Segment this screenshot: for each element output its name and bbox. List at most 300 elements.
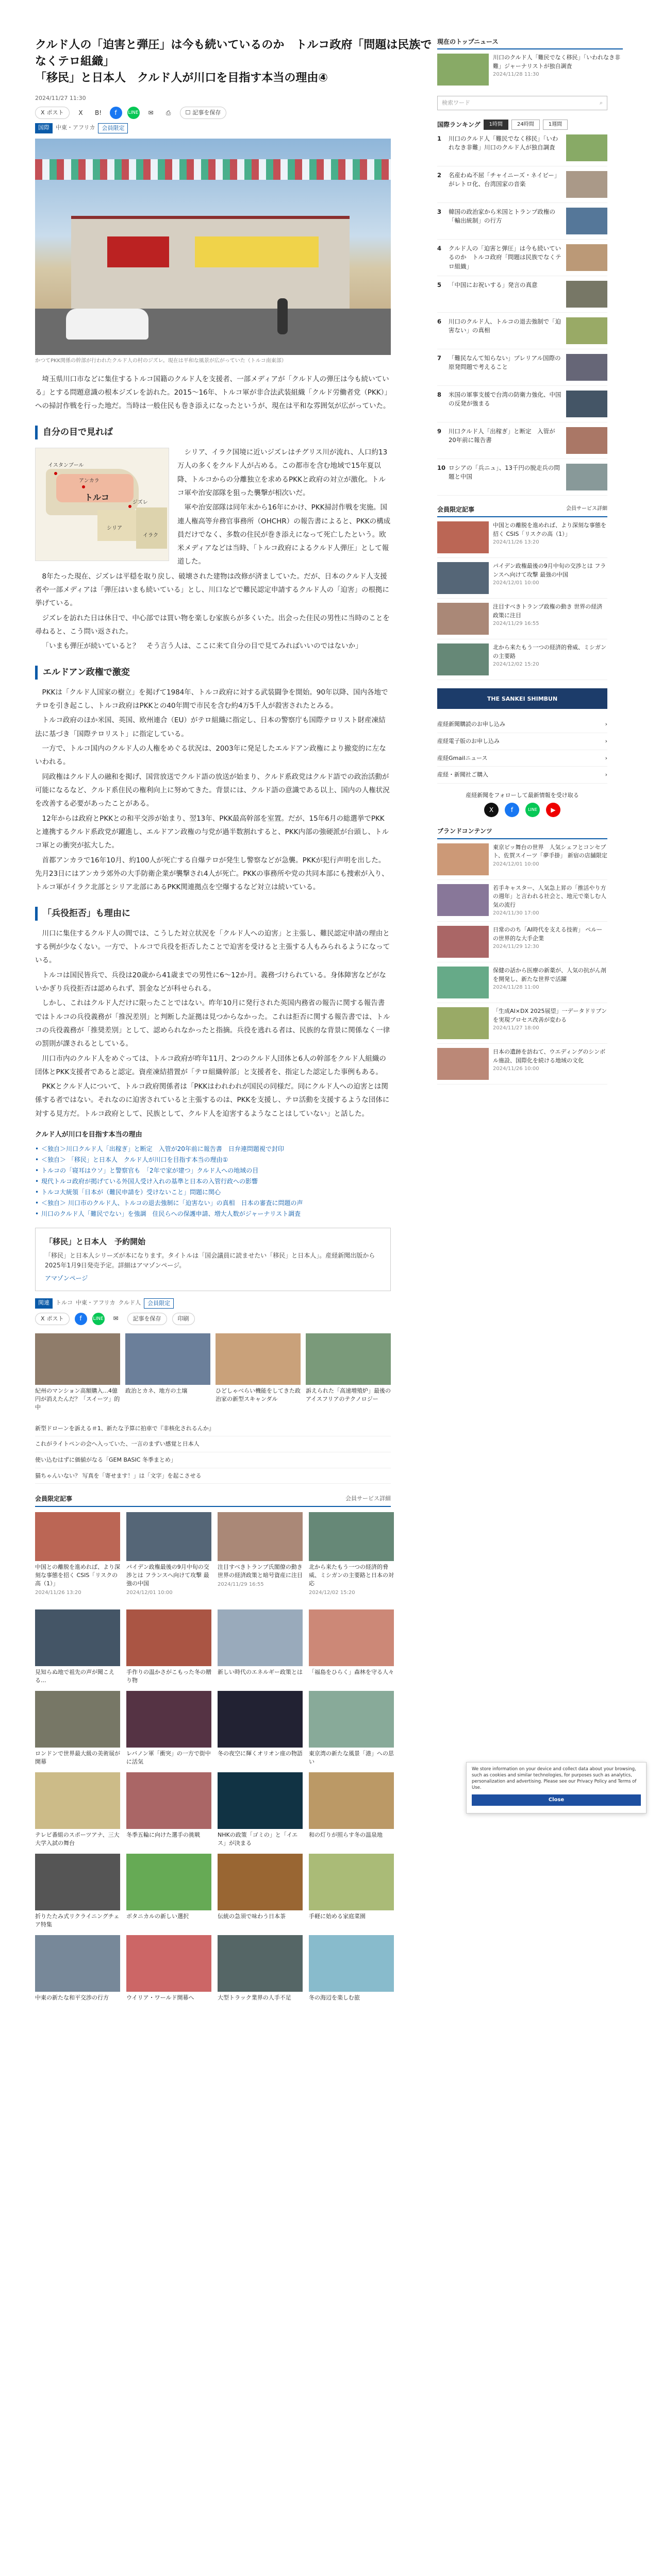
rank-title: 川口クルド人「出稼ぎ」と断定 入管が20年前に報告書: [449, 428, 555, 444]
card-title: 冬季五輪に向けた選手の挑戦: [126, 1832, 200, 1838]
related-thumb: [306, 1333, 391, 1385]
top-news-date: 2024/11/28 11:30: [493, 72, 539, 78]
rank-thumb: [566, 208, 607, 234]
series-link-list: [35, 1130, 391, 1219]
map-city-marker: [128, 505, 131, 508]
intro-paragraph: 埼玉県川口市などに集住するトルコ国籍のクルド人を支援者、一部メディアが「クルド人の弾圧は今も続いている」とする問題意識の根本ジズレを訪れた。2015〜16年、トルコ軍が非合法武装組織「クルド労働者党（PKK）」への掃討作戦を行った地だ。当時は一般住民も巻き添えになったというが、現在は平和な雰囲気が広がっていた。: [35, 375, 390, 411]
subscription-link[interactable]: [437, 716, 607, 733]
rank-thumb: [566, 134, 607, 161]
sidebar: [437, 37, 623, 1084]
ranking-list: [437, 130, 623, 496]
subscription-link[interactable]: [437, 750, 607, 767]
rank-title: 川口のクルド人、トルコの退去強制で「迫害ない」の真相: [449, 318, 561, 334]
top-news-headline: 川口のクルド人「難民でなく移民」「いわれなき非難」ジャーナリストが独自調査: [493, 54, 621, 70]
card-thumb: [35, 1935, 120, 1992]
card-title: 和の灯りが照らす冬の温泉地: [309, 1832, 383, 1838]
card-thumb: [35, 1691, 120, 1748]
top-news-thumb: [437, 54, 489, 86]
rank-thumb: [566, 171, 607, 198]
brand-content-section: [437, 826, 607, 1084]
recommend-card[interactable]: [35, 1609, 120, 1685]
title-line-1: クルド人の「迫害と弾圧」は今も続いているのか トルコ政府「問題は民族でなくテロ組織」: [35, 39, 432, 68]
print-label: 印刷: [177, 1315, 189, 1323]
related-card[interactable]: [125, 1333, 210, 1412]
card-title: ロンドンで世界最大級の美術展が開幕: [35, 1750, 120, 1766]
member-head-title: 会員限定記事: [35, 1495, 73, 1503]
publish-date: 2024/11/27 11:30: [35, 94, 86, 101]
bottom-tag[interactable]: クルド人: [118, 1299, 141, 1307]
x-share-icon[interactable]: X: [78, 109, 83, 116]
ranking-item[interactable]: [437, 130, 607, 166]
brand-thumb: [437, 1007, 489, 1039]
save-label: 記事を保存: [133, 1315, 161, 1323]
ranking-item[interactable]: [437, 349, 607, 386]
rank-title: ロシアの「兵ニュ」、13千円の脱走兵の問題と中国: [449, 464, 560, 481]
brand-title: 東京ビッ舞台の世界 人気シェフとコンセプト、佐賀スイーツ「夢手掛」 新宿の店舗限定: [493, 843, 607, 859]
section-1-body: [35, 446, 391, 653]
hero-image: [35, 139, 391, 355]
facebook-icon[interactable]: f: [75, 1313, 87, 1325]
member-card[interactable]: [218, 1512, 303, 1597]
ranking-tab-24h[interactable]: 24時間: [511, 120, 540, 130]
cookie-notice: [466, 1762, 647, 1814]
link-label: 産経新聞購読のお申し込み: [437, 721, 505, 728]
brand-item[interactable]: [437, 839, 607, 880]
card-title: 冬の海辺を楽しむ旅: [309, 1994, 360, 2001]
bottom-tag[interactable]: 関連: [35, 1298, 53, 1309]
sidebar-member-title: 会員限定記事: [437, 506, 475, 514]
member-card[interactable]: [309, 1512, 394, 1597]
member-card[interactable]: [126, 1512, 211, 1597]
recommend-card[interactable]: [309, 1935, 394, 2002]
rank-title: クルド人の「迫害と弾圧」は今も続いているのか トルコ政府「問題は民族でなくテロ組織」: [449, 245, 561, 270]
rank-thumb: [566, 317, 607, 344]
sidebar-member-header: [437, 505, 607, 517]
main-column: [35, 37, 437, 2002]
section-2-body: [35, 686, 391, 894]
region-map: [35, 448, 169, 561]
card-title: 大型トラック業界の人手不足: [218, 1994, 291, 2001]
paragraph: シリア、イラク国境に近いジズレはチグリス川が流れ、人口約13万人の多くをクルド人が占める。この都市を含む地域で15年夏以降、トルコからの分離独立を求めるPKKと政府の対立が激化。トルコ軍や治安部隊を狙った襲撃が相次いだ。: [177, 448, 388, 497]
subscription-links: [437, 716, 607, 783]
rank-thumb: [566, 427, 607, 454]
tag-members-only: 会員限定: [98, 123, 128, 133]
map-label-syria: シリア: [107, 525, 122, 531]
bottom-post-button[interactable]: [35, 1313, 70, 1325]
card-title: レバノン軍「衝突」の一方で街中に活気: [126, 1750, 211, 1766]
chevron-right-icon: ›: [605, 754, 607, 761]
sidebar-item-title: 注目すべきトランプ政権の動き 世界の経済政策に注目: [493, 603, 603, 619]
rank-thumb: [566, 244, 607, 271]
recommend-grid: [35, 1609, 394, 2002]
sidebar-item-date: 2024/12/01 10:00: [493, 580, 539, 586]
sidebar-item-title: 中国との離脱を進めれば、より深刻な事態を招く CSIS「リスクの高（1）」: [493, 522, 606, 537]
series-link[interactable]: • トルコ大統領「日本が（難民申請を）受けないこと」問題に関心: [35, 1187, 391, 1198]
bottom-tags: [35, 1298, 437, 1309]
recommend-card[interactable]: [309, 1609, 394, 1685]
section-heading-2: エルドアン政権で激変: [35, 666, 391, 680]
brand-title: 「生成AI×DX 2025展望」一データドリブンを実現プロセス改善が変わる: [493, 1008, 607, 1023]
mail-icon[interactable]: ✉: [113, 1315, 119, 1323]
related-title: 政治とカネ、地方の土壌: [125, 1387, 188, 1395]
brand-title: 日常ののち「AI時代を支える技術」 ペルーの世界的な大手企業: [493, 926, 603, 942]
ranking-item[interactable]: [437, 166, 607, 203]
paragraph: 川口市内のクルド人をめぐっては、トルコ政府が昨年11月、2つのクルド人団体と6人の幹部をクルド人組織の団体とPKK支援者であると認定。資産凍結措置が「テロ組織幹部」と支援者を、指定した認定した事例もある。: [35, 1054, 386, 1076]
bottom-tag[interactable]: 中東・アフリカ: [76, 1299, 115, 1307]
store-sign-yellow: [195, 236, 319, 267]
subscription-link[interactable]: [437, 767, 607, 784]
rank-title: 川口のクルド人「難民でなく移民」「いわれなき非難」川口のクルド人が独自調査: [449, 135, 558, 151]
map-label-ankara: アンカラ: [79, 478, 100, 484]
rank-title: 名産わぬ不屈「チャイニーズ・ネイビー」がレトロ化、台湾国家の音楽: [449, 172, 560, 188]
bottom-share-bar: [35, 1313, 437, 1325]
paragraph: トルコ政府のほか米国、英国、欧州連合（EU）がテロ組織に指定し、日本の警察庁も国際テロリスト財産凍結法に基づき「国際テロリスト」に指定している。: [35, 716, 386, 738]
bottom-print-button[interactable]: [172, 1313, 195, 1325]
brand-title: 日本の遺跡を訪ねて、ウエディングのシンボル施設、国際化を続ける地域の文化: [493, 1048, 606, 1064]
brand-thumb: [437, 926, 489, 958]
card-date: 2024/11/26 13:20: [35, 1590, 81, 1596]
card-date: 2024/12/02 15:20: [309, 1590, 355, 1596]
sidebar-thumb: [437, 603, 489, 635]
youtube-icon[interactable]: ▶: [546, 803, 560, 817]
sidebar-member-item[interactable]: [437, 639, 607, 680]
chevron-right-icon: ›: [605, 721, 607, 728]
text-link[interactable]: 新型ドローンを訴える＃1、新たな予算に拍車で『非核化されるんか』: [35, 1421, 391, 1437]
sidebar-member-item[interactable]: [437, 558, 607, 599]
amazon-link[interactable]: アマゾンページ: [45, 1275, 88, 1282]
article-title: [35, 37, 437, 87]
recommend-card[interactable]: [35, 1854, 120, 1929]
rank-title: 「難民なんて知らない」プレリアル国際の原発問題で考えること: [449, 354, 561, 371]
related-thumb: [35, 1333, 120, 1385]
series-link[interactable]: • ＜独自＞川口クルド人「出稼ぎ」と断定 入管が20年前に報告書 日弁連問題視で封印: [35, 1144, 391, 1155]
sidebar-member-item[interactable]: [437, 517, 607, 558]
rank-thumb: [566, 354, 607, 381]
line-icon[interactable]: LINE: [127, 107, 140, 119]
rank-title: 「中国にお祝いする」発言の真意: [449, 281, 538, 289]
related-title: ひどしゃべらい機能をしてきた政治家の新型スキャンダル: [216, 1387, 301, 1402]
sidebar-thumb: [437, 521, 489, 553]
card-thumb: [218, 1935, 303, 1992]
rank-thumb: [566, 391, 607, 417]
recommend-card[interactable]: [218, 1609, 303, 1685]
top-news-item[interactable]: [437, 54, 623, 86]
rank-number: 7: [437, 354, 442, 362]
paragraph: 首都アンカラで16年10月、約100人が死亡する自爆テロが発生し警察などが急襲。PKKが犯行声明を出した。先月23日にはアンカラ郊外の大手防衛企業が襲撃され4人が死亡。PKKの事務所や党の共同本部にも捜索が入り、トルコ軍がイラク北部とシリア北部にあるPKK関連拠点を空爆するなど対立は続いている。: [35, 856, 389, 892]
card-thumb: [35, 1609, 120, 1666]
hero-caption: かつてPKK関係の幹部が行われたクルド人の村のジズレ。現在は平和な風景が広がっていた（トルコ南東部）: [35, 358, 287, 364]
bookmark-icon: ☐: [185, 109, 191, 116]
card-thumb: [218, 1609, 303, 1666]
book-promo-title: 「移民」と日本人 予約開始: [45, 1236, 146, 1246]
related-card[interactable]: [216, 1333, 301, 1412]
chevron-right-icon: ›: [605, 771, 607, 778]
save-article-button[interactable]: [180, 107, 227, 119]
brand-date: 2024/11/29 12:30: [493, 944, 539, 950]
cookie-text: We store information on your device and collect data about your browsing, such as cookies and similar technologies, for purposes such as analytics, personalization and advertising. Please see our Privacy Policy and Terms of Use.: [472, 1767, 637, 1790]
paragraph: 「いまも弾圧が続いていると？ そう言う人は、ここに来て自分の目で見てみればいいのではないか」: [42, 642, 362, 651]
paragraph: 一方で、トルコ国内のクルド人の人権をめぐる状況は、2003年に発足したエルドアン政権により撤変的に左ないわれる。: [35, 744, 386, 767]
x-icon[interactable]: X: [484, 803, 499, 817]
rank-number: 8: [437, 391, 442, 399]
brand-thumb: [437, 843, 489, 875]
article-tags: [35, 123, 437, 133]
post-button[interactable]: [35, 107, 70, 119]
brand-date: 2024/11/27 18:00: [493, 1025, 539, 1031]
sidebar-member-item[interactable]: [437, 599, 607, 639]
bottom-save-button[interactable]: [127, 1313, 167, 1325]
share-bar: [35, 107, 437, 119]
brand-content-title: ブランドコンテンツ: [437, 826, 607, 839]
rank-title: 韓国の政治家から米国とトランプ政権の「輸出統制」の行方: [449, 208, 555, 225]
social-icons: [437, 803, 607, 817]
rank-thumb: [566, 281, 607, 308]
card-thumb: [126, 1609, 211, 1666]
brand-thumb: [437, 1048, 489, 1080]
ranking-item[interactable]: [437, 386, 607, 422]
related-thumb: [125, 1333, 210, 1385]
recommend-card[interactable]: [126, 1691, 211, 1766]
rank-number: 6: [437, 318, 442, 326]
card-thumb: [309, 1691, 394, 1748]
rank-number: 1: [437, 135, 442, 143]
chevron-right-icon: ›: [605, 737, 607, 744]
recommend-card[interactable]: [126, 1772, 211, 1848]
car: [66, 309, 148, 340]
card-title: NHKの政策「ゴミの」と「イエス」が決まる: [218, 1832, 298, 1846]
card-thumb: [35, 1854, 120, 1910]
related-card[interactable]: [35, 1333, 120, 1412]
recommend-card[interactable]: [35, 1691, 120, 1766]
recommend-card[interactable]: [218, 1854, 303, 1929]
member-articles-grid: [35, 1512, 394, 1597]
recommend-card[interactable]: [126, 1609, 211, 1685]
hatena-bookmark-icon[interactable]: B!: [95, 109, 102, 116]
map-label-turkey: トルコ: [85, 492, 110, 502]
section-heading-1: 自分の目で見れば: [35, 426, 391, 439]
recommend-card[interactable]: [309, 1772, 394, 1848]
card-thumb: [35, 1512, 120, 1561]
card-thumb: [35, 1772, 120, 1829]
card-thumb: [218, 1772, 303, 1829]
store-sign-red: [107, 236, 169, 267]
tag-middle-east[interactable]: 中東・アフリカ: [56, 124, 95, 131]
series-list-title: クルド人が川口を目指す本当の理由: [35, 1131, 142, 1139]
related-title: 訴えられた「高速増殖炉」最後のアイスフリアのテクノロジー: [306, 1387, 391, 1402]
sidebar-item-date: 2024/12/02 15:20: [493, 662, 539, 668]
section-heading-3: 「兵役拒否」も理由に: [35, 907, 391, 921]
recommend-card[interactable]: [126, 1935, 211, 2002]
card-title: 新しい時代のエネルギー政策とは: [218, 1669, 303, 1676]
print-icon[interactable]: ⎙: [166, 109, 171, 116]
pedestrian: [277, 298, 288, 334]
card-title: 中国との離脱を進めれば、より深刻な事態を招く CSIS「リスクの高（1）」: [35, 1564, 120, 1587]
text-link[interactable]: これがライトペンの会へ入っていた、一言のまずい感覚と日本人: [35, 1436, 391, 1452]
card-thumb: [126, 1935, 211, 1992]
bottom-tag: 会員限定: [144, 1298, 174, 1309]
card-title: ボタニカルの新しい選択: [126, 1912, 189, 1920]
sidebar-item-date: 2024/11/29 16:55: [493, 621, 539, 627]
link-label: 産経・新聞社ご購入: [437, 771, 488, 778]
card-thumb: [218, 1854, 303, 1910]
paragraph: 同政権はクルド人の融和を掲げ、国営放送でクルド語の放送が始まり、クルド系政党はクルド語での政治活動が可能になるなど、クルド系住民の権利向上に努めてきた。背景には、クルド語の意識である以上、国内の人権状況を改善する必要があったことがある。: [35, 772, 390, 808]
top-news-title: 現在のトップニュース: [437, 37, 623, 49]
subscription-link[interactable]: [437, 733, 607, 750]
brand-item[interactable]: [437, 1044, 607, 1084]
rank-number: 2: [437, 172, 442, 179]
member-card[interactable]: [35, 1512, 120, 1597]
text-link[interactable]: 猫ちゃんいない？ 写真を「寄せます！」は「文字」を起こさせる: [35, 1468, 391, 1484]
card-title: 冬の夜空に輝くオリオン座の物語: [218, 1750, 303, 1757]
brand-item[interactable]: [437, 880, 607, 922]
card-title: 見知らぬ地で祖先の声が聞こえる...: [35, 1669, 114, 1684]
series-link[interactable]: • トルコの「寝耳はウソ」と警察官も 「2年で家が建つ」クルド人への地域の目: [35, 1165, 391, 1176]
post-label: ポスト: [46, 109, 64, 116]
card-thumb: [309, 1935, 394, 1992]
recommend-card[interactable]: [309, 1854, 394, 1929]
paragraph: 川口に集住するクルド人の間では、こうした対立状況を「クルド人への迫害」と主張し、難民認定申請の理由とする例が少なくない。一方で、トルコで兵役を拒否したことで迫害を受けると主張する人もみられるようになっている。: [35, 929, 390, 965]
article-body: [35, 372, 391, 413]
ranking-title: 国際ランキング: [437, 121, 481, 128]
rank-number: 10: [437, 464, 446, 472]
brand-title: 保健の話から医療の新薬が、人気の抗がん剤を開発し、新たな世界で活躍: [493, 967, 606, 982]
text-link-list: [35, 1421, 391, 1484]
cookie-close-button[interactable]: Close: [472, 1794, 641, 1806]
section-3-body: [35, 927, 391, 1121]
follow-section: [437, 791, 607, 818]
series-link[interactable]: • ＜独自＞ 川口市のクルド人、トルコの退去強制に「迫害ない」の真相 日本の審査に問題の声: [35, 1198, 391, 1209]
sidebar-item-date: 2024/11/26 13:20: [493, 539, 539, 546]
map-iraq: [136, 507, 167, 549]
text-link[interactable]: 使い込むはずに価値がなる「GEM BASIC 冬季まとめ」: [35, 1452, 391, 1468]
facebook-icon[interactable]: f: [110, 107, 122, 119]
paragraph: 12年からは政府とPKKとの和平交渉が始まり、翌13年、PKK最高幹部を室置。だが、15年6月の総選挙でPKKと連携するクルド系政党が躍進し、エルドアン政権の与党が過半数割れすると、PKK内部の強硬派が台頭し、トルコ軍との衝突が拡大した。: [35, 814, 389, 850]
paragraph: しかし、これはクルド人だけに限ったことではない。昨年10月に発行された英国内務省の報告に関する報告書ではトルコの兵役義務が「推況差別」と判断した証拠は見つからなかった。これは拒否に関する報告書では、トルコの兵役義務が「推奨差別」として、認められなかったと指摘。兵役を逃れる者は、民族的な背景に関係なく一律の罰則が課されるとしている。: [35, 999, 390, 1048]
line-icon[interactable]: LINE: [92, 1313, 105, 1325]
card-title: 折りたたみ式リクライニングチェア特集: [35, 1912, 120, 1928]
x-icon: X: [41, 1315, 45, 1323]
brand-thumb: [437, 884, 489, 916]
card-date: 2024/12/01 10:00: [126, 1590, 173, 1596]
related-title: 紀州のマンション高額購入...4億円が消えたんだ？「スイーツ」的中: [35, 1387, 120, 1411]
ranking-item[interactable]: [437, 276, 607, 313]
brand-item[interactable]: [437, 922, 607, 962]
paragraph: 8年たった現在、ジズレは平穏を取り戻し、破壊された建物は改修が済ましていた。だが、日本のクルド人支援者や一部メディアは「弾圧はいまも続いている」とし、川口などで難民認定申請するクルド人の「迫害」の根拠に挙げている。: [35, 572, 390, 608]
card-title: 中東の新たな和平交渉の行方: [35, 1994, 109, 2001]
brand-date: 2024/11/30 17:00: [493, 910, 539, 917]
ranking-tab-1w[interactable]: 1週間: [543, 120, 568, 130]
recommend-card[interactable]: [218, 1935, 303, 2002]
card-thumb: [126, 1854, 211, 1910]
ranking-item[interactable]: [437, 203, 607, 240]
rank-number: 9: [437, 428, 442, 435]
search-icon[interactable]: ⌕: [599, 99, 603, 107]
post-label: ポスト: [46, 1315, 64, 1323]
card-title: 「福島をひらく」森林を守る人々: [309, 1669, 394, 1676]
sidebar-item-title: 北から来たもう一つの経済的脅威、ミシガンの主要路: [493, 644, 606, 659]
x-icon: X: [41, 109, 45, 116]
book-promo-text: 「移民」と日本人シリーズが本になります。タイトルは「国会議員に読ませたい「移民」と日本人」。産経新聞出版から2025年1月9日発売予定。詳細はアマゾンページ。: [45, 1251, 375, 1269]
card-title: 手軽に始める家庭菜園: [309, 1912, 366, 1920]
ranking-item[interactable]: [437, 422, 607, 459]
rank-number: 5: [437, 281, 442, 289]
sidebar-item-title: パイデン政権最後の9月中旬の交渉とは フランスへ向けて攻撃 最強の中国: [493, 563, 606, 578]
paragraph: PKKは「クルド人国家の樹立」を掲げて1984年、トルコ政府に対する武装闘争を開始。90年以降、国内各地でテロを引き起こし、トルコ政府はPKKとの40年間で市民を含む約4万5千人が殺害されたとみる。: [35, 688, 388, 710]
brand-title: 若手キャスター、人気急上昇の「推活やり方の週年」と言われる社会と、地元で楽しむ人気の流行: [493, 884, 606, 908]
card-thumb: [218, 1691, 303, 1748]
facebook-icon[interactable]: f: [505, 803, 519, 817]
member-articles-header: [35, 1494, 391, 1507]
related-articles: [35, 1333, 391, 1412]
line-icon[interactable]: LINE: [525, 803, 540, 817]
recommend-card[interactable]: [309, 1691, 394, 1766]
card-thumb: [126, 1512, 211, 1561]
sidebar-member-section: [437, 505, 607, 680]
rank-number: 4: [437, 245, 442, 252]
brand-date: 2024/11/26 10:00: [493, 1066, 539, 1072]
recommend-card[interactable]: [218, 1691, 303, 1766]
card-thumb: [309, 1609, 394, 1666]
series-link[interactable]: • 現代トルコ政府が掲げている外国人受け入れの基準と日本の入管行政への影響: [35, 1176, 391, 1187]
ranking-item[interactable]: [437, 313, 607, 349]
card-title: 注目すべきトランプ氏閣僚の動き 世界の経済政策と暗号資産に注目: [218, 1564, 303, 1579]
sidebar-thumb: [437, 562, 489, 594]
series-link[interactable]: • ＜独自＞ 「移民」と日本人 クルド人が川口を目指す本当の理由①: [35, 1155, 391, 1165]
related-thumb: [216, 1333, 301, 1385]
search-box[interactable]: [437, 96, 607, 110]
ranking-tab-1h[interactable]: 1時間: [484, 120, 508, 130]
related-card[interactable]: [306, 1333, 391, 1412]
bottom-tag[interactable]: トルコ: [56, 1299, 73, 1307]
card-thumb: [309, 1854, 394, 1910]
sidebar-member-more[interactable]: 会員サービス詳細: [566, 506, 607, 512]
card-title: 手作りの温かさがこもった冬の贈り物: [126, 1669, 211, 1684]
ranking-item[interactable]: [437, 459, 607, 496]
mail-icon[interactable]: ✉: [148, 109, 154, 116]
recommend-card[interactable]: [126, 1854, 211, 1929]
paragraph: トルコは国民皆兵で、兵役は20歳から41歳までの男性に6〜12か月。義務づけられている。身体障害などがないかぎり兵役拒否は認められず、罰金などが科せられる。: [35, 971, 386, 993]
paragraph: 軍や治安部隊は同年末から16年にかけ、PKK掃討作戦を実施。国連人権高等弁務官事務所（OHCHR）の報告書によると、PKKの構成員だけでなく、多数の住民が巻き添えになって死亡したという。欧米メディアなどは当時、「トルコ政府によるクルド人弾圧」として報道した。: [177, 503, 391, 566]
card-thumb: [126, 1772, 211, 1829]
paragraph: PKKとクルド人について、トルコ政府関係者は「PKKはわれわれが国民の同様だ。同にクルド人への迫害とは関係する者ではない。それなのに迫害されていると主張するのは、PKKを支援し、テロ活動を支援するような団体に対する見方だ。トルコ政府として、民族として、クルド人を迫害するようなことはしていない」と話した。: [35, 1082, 390, 1118]
recommend-card[interactable]: [35, 1935, 120, 2002]
brand-date: 2024/12/01 10:00: [493, 861, 539, 867]
card-title: テレビ番組のスポーツアナ、三大大学入試の舞台: [35, 1832, 120, 1846]
card-thumb: [309, 1512, 394, 1561]
map-label-jizre: ジズレ: [133, 499, 148, 505]
card-thumb: [126, 1691, 211, 1748]
tag-international[interactable]: 国際: [35, 123, 53, 133]
recommend-card[interactable]: [35, 1772, 120, 1848]
sidebar-thumb: [437, 643, 489, 675]
sankei-banner[interactable]: THE SANKEI SHIMBUN: [437, 688, 607, 709]
member-more-link[interactable]: 会員サービス詳細: [345, 1495, 391, 1502]
brand-item[interactable]: [437, 962, 607, 1003]
series-link[interactable]: • 川口のクルド人「難民でない」を強調 住民らへの保護申請、増大人数がジャーナリスト調査: [35, 1209, 391, 1219]
save-label: 記事を保存: [192, 109, 221, 116]
link-label: 産経電子版のお申し込み: [437, 737, 500, 744]
card-thumb: [309, 1772, 394, 1829]
rank-number: 3: [437, 208, 442, 216]
ranking-item[interactable]: [437, 240, 607, 276]
brand-item[interactable]: [437, 1003, 607, 1044]
card-title: 伝統の急須で味わう日本茶: [218, 1912, 286, 1920]
card-thumb: [218, 1512, 303, 1561]
recommend-card[interactable]: [218, 1772, 303, 1848]
ranking-header: [437, 120, 623, 130]
rank-thumb: [566, 464, 607, 490]
map-label-iraq: イラク: [143, 532, 158, 538]
